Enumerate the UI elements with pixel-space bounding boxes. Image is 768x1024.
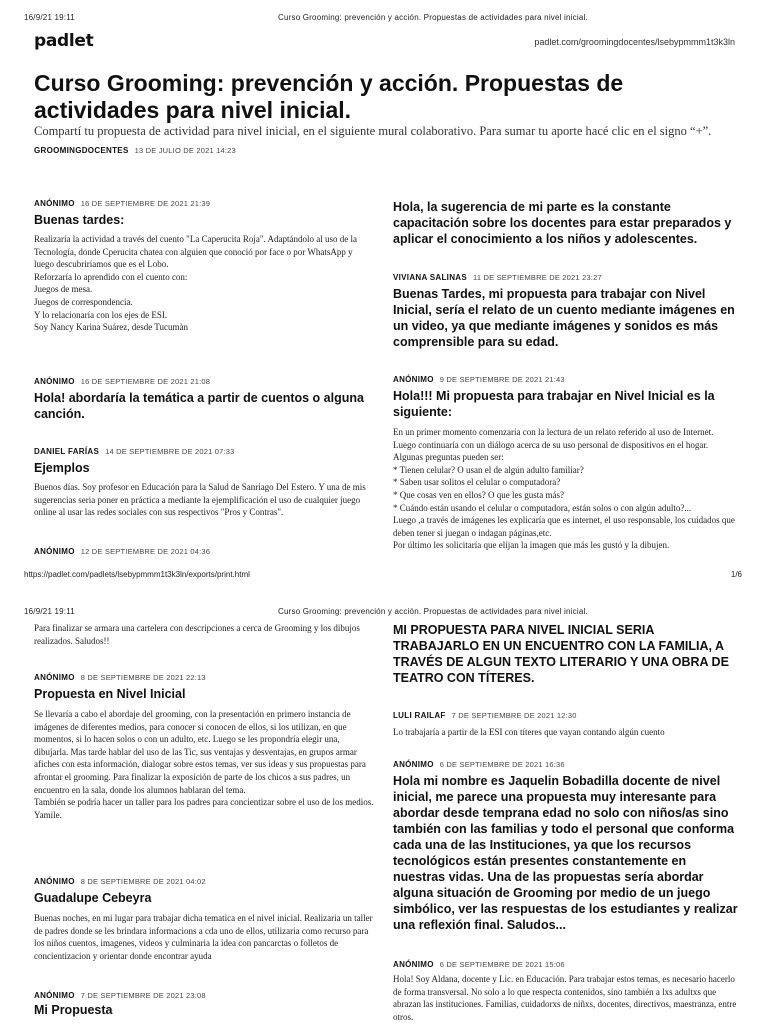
post-title: Hola!!! Mi propuesta para trabajar en Nivel Inicial es la siguiente: [393, 389, 715, 419]
post-card[interactable] [34, 377, 374, 422]
post-author: VIVIANA SALINAS [393, 273, 467, 282]
post-meta [34, 877, 374, 886]
padlet-logo[interactable]: padlet [34, 31, 94, 51]
print-datetime: 16/9/21 19:11 [24, 13, 75, 22]
post-meta [34, 991, 374, 1000]
post-line: Soy Nancy Karina Suárez, desde Tucumàn [34, 322, 188, 333]
post-body [34, 708, 374, 821]
post-author: ANÓNIMO [34, 673, 75, 682]
post-author: ANÓNIMO [393, 375, 434, 384]
post-date: 14 DE SEPTIEMBRE DE 2021 07:33 [105, 447, 235, 456]
post-title: Ejemplos [34, 461, 90, 475]
post-card[interactable] [34, 547, 374, 556]
post-author: ANÓNIMO [393, 760, 434, 769]
post-card[interactable] [393, 199, 738, 247]
post-title: Hola! abordaría la temática a partir de cuentos o alguna canción. [34, 391, 364, 421]
padlet-url[interactable]: padlet.com/groomingdocentes/lsebypmmm1t3k3ln [534, 37, 735, 47]
post-title: Mi Propuesta [34, 1003, 113, 1017]
post-line: Se llevaría a cabo el abordaje del grooming, con la presentación en primero instancia de imágenes de diferentes medios, para conocer si conocen de ellos, si los utilizan, en que momentos, si lo hacen solos o con un adulto, etc. Luego se les propondría elegir una, dibujarla. Mas tarde hablar del uso de las Tic, sus ventajas y desventajas, en grupos armar afiches con esta información, dialogar sobre estos temas, ver sus ideas y sus propuestas para afrontar el grooming. Para finalizar la exposición de parte de los chicos a sus padres, un encuentro en la sala, donde los alumnos hablaran del tema. [34, 709, 366, 795]
post-line: Lo trabajaría a partir de la ESI con títeres que vayan contando algún cuento [393, 727, 665, 737]
post-meta [393, 375, 738, 384]
post-date: 16 DE SEPTIEMBRE DE 2021 21:08 [80, 377, 211, 386]
post-body [34, 481, 374, 519]
post-meta [34, 377, 374, 386]
post-card[interactable] [34, 199, 374, 334]
post-author: ANÓNIMO [34, 877, 75, 886]
post-line: Por último les solicitaría que elijan la imagen que más les gustó y la dibujen. [393, 540, 670, 551]
post-date: 7 DE SEPTIEMBRE DE 2021 12:30 [451, 711, 577, 720]
post-body [393, 426, 738, 552]
post-date: 8 DE SEPTIEMBRE DE 2021 22:13 [80, 673, 206, 682]
post-line: * Cuándo están usando el celular o computadora, están solos o con algún adulto?... [393, 502, 692, 513]
post-card[interactable] [393, 622, 738, 686]
post-meta [393, 273, 738, 282]
post-line: Y lo relacionaría con los ejes de ESI. [34, 309, 168, 320]
post-date: 16 DE SEPTIEMBRE DE 2021 21:39 [80, 199, 211, 208]
post-line: Buenos días. Soy profesor en Educación para la Salud de Sanriago Del Estero. Y una de mis sugerencias seria poner en práctica a mediante la ejemplificación el uso de cualquier juego online al usar las redes sociales con sus respectivos "Pros y Contras". [34, 482, 366, 518]
post-author: ANÓNIMO [34, 991, 75, 1000]
post-author: LULI RAILAF [393, 711, 446, 720]
post-card[interactable] [393, 273, 738, 350]
page-owner[interactable]: GROOMINGDOCENTES [34, 146, 129, 155]
post-line: Yamile. [34, 809, 62, 820]
post-body [34, 233, 374, 334]
post-author: DANIEL FARÍAS [34, 447, 100, 456]
post-line: Luego ,a través de imágenes les explicaría que es internet, el uso responsable, los cuidados que deben tener si juegan o indagan páginas,etc. [393, 515, 735, 538]
post-date: 6 DE SEPTIEMBRE DE 2021 16:36 [439, 760, 565, 769]
post-author: ANÓNIMO [34, 377, 75, 386]
post-card[interactable] [34, 673, 374, 821]
post-line: * Que cosas ven en ellos? O que les gusta más? [393, 489, 564, 500]
post-author: ANÓNIMO [393, 960, 434, 969]
post-card[interactable] [34, 447, 374, 519]
post-card[interactable] [393, 760, 738, 933]
post-body [34, 912, 374, 962]
post-title: Propuesta en Nivel Inicial [34, 687, 186, 701]
post-card-continued[interactable] [34, 622, 374, 647]
print-page-number: 1/6 [730, 570, 742, 579]
post-title: MI PROPUESTA PARA NIVEL INICIAL SERIA TRABAJARLO EN UN ENCUENTRO CON LA FAMILIA, A TRAVÉS DE ALGUN TEXTO LITERARIO Y UNA OBRA DE TEATRO CON TÍTERES. [393, 623, 729, 685]
post-line: En un primer momento comenzaría con la lectura de un relato referido al uso de Internet. Luego continuaría con un diálogo acerca de su uso personal de dispositivos en el hogar. Algunas preguntas pueden ser: [393, 427, 714, 463]
post-meta [34, 199, 374, 208]
post-card[interactable] [393, 711, 738, 739]
post-line: Hola! Soy Aldana, docente y Lic. en Educación. Para trabajar estos temas, es necesario hacerlo de forma transversal. No solo a lo que respecta contenidos, sino también a lxs adultxs que abrazan las instituciones. Familias, cuidadorxs de niñxs, docentes, directivos, maestranza, entre otros. [393, 974, 737, 1022]
post-line: * Tienen celular? O usan el de algún adulto familiar? [393, 464, 584, 475]
post-author: ANÓNIMO [34, 547, 75, 556]
print-doc-title: Curso Grooming: prevención y acción. Propuestas de actividades para nivel inicial. [278, 607, 588, 616]
post-line: Para finalizar se armara una cartelera con descripciones a cerca de Grooming y los dibujos realizados. Saludos!! [34, 623, 360, 646]
post-line: Juegos de correspondencia. [34, 296, 133, 307]
post-meta [393, 960, 738, 969]
post-title: Guadalupe Cebeyra [34, 891, 152, 905]
post-meta [34, 673, 374, 682]
print-datetime: 16/9/21 19:11 [24, 607, 75, 616]
page-created-date: 13 DE JULIO DE 2021 14:23 [134, 146, 236, 155]
post-meta [393, 760, 738, 769]
post-line: * Saben usar solitos el celular o computadora? [393, 477, 561, 488]
post-line: Reforzaría lo aprendido con el cuento con: [34, 271, 188, 282]
post-card[interactable] [34, 991, 374, 1018]
post-title: Hola mi nombre es Jaquelin Bobadilla docente de nivel inicial, me parece una propuesta muy interesante para abordar desde temprana edad no solo con niños/as sino también con las familias y todo el personal que conforma cada una de las Instituciones, ya que los recursos tecnológicos están presentes constantemente en nuestras vidas. Una de las propuestas sería abordar alguna situación de Grooming por medio de un juego simbólico, ver las respuestas de los estudiantes y realizar una reflexión final. Saludos... [393, 774, 738, 932]
post-body [34, 622, 374, 647]
post-author: ANÓNIMO [34, 199, 75, 208]
post-card[interactable] [393, 960, 738, 1023]
post-date: 6 DE SEPTIEMBRE DE 2021 15:06 [439, 960, 565, 969]
post-date: 7 DE SEPTIEMBRE DE 2021 23:08 [80, 991, 206, 1000]
post-card[interactable] [34, 877, 374, 962]
post-line: También se podría hacer un taller para los padres para concientizar sobre el uso de los medios. [34, 797, 374, 808]
post-title: Hola, la sugerencia de mi parte es la constante capacitación sobre los docentes para estar preparados y aplicar el conocimiento a los niños y adolescentes. [393, 200, 732, 246]
post-line: Realizaría la actividad a través del cuento "La Caperucita Roja". Adaptándolo al uso de la Tecnología, donde Cperucita chatea con alguien que conoció por face o por WhatsApp y luego descubriríamos que es el Lobo. [34, 234, 357, 270]
print-footer-url: https://padlet.com/padlets/lsebypmmm1t3k3ln/exports/print.html [24, 570, 250, 579]
page-meta [34, 146, 236, 155]
page-description: Compartí tu propuesta de actividad para nivel inicial, en el siguiente mural colaborativo. Para sumar tu aporte hacé clic en el signo “+”. [34, 124, 712, 138]
post-meta [34, 447, 374, 456]
page-title: Curso Grooming: prevención y acción. Propuestas de actividades para nivel inicial. [34, 70, 624, 123]
post-title: Buenas tardes: [34, 213, 125, 227]
post-body [393, 973, 738, 1023]
print-doc-title: Curso Grooming: prevención y acción. Propuestas de actividades para nivel inicial. [278, 13, 588, 22]
post-line: Juegos de mesa. [34, 284, 93, 295]
post-date: 12 DE SEPTIEMBRE DE 2021 04:36 [80, 547, 211, 556]
post-card[interactable] [393, 375, 738, 552]
post-date: 11 DE SEPTIEMBRE DE 2021 23:27 [473, 273, 602, 282]
post-title: Buenas Tardes, mi propuesta para trabajar con Nivel Inicial, sería el relato de un cuento mediante imágenes en un video, ya que mediante imágenes y sonidos es más comprensible para su edad. [393, 287, 735, 349]
post-meta [34, 547, 374, 556]
post-meta [393, 711, 738, 720]
post-body [393, 726, 738, 739]
post-line: Buenas noches, en mi lugar para trabajar dicha tematica en el nivel inicial. Realizaria un taller de padres donde se les brindara informacions a cda uno de ellos, utilizaria como recurso para los niños cuentos, imagenes, videos y culminaria la idea con pancarctas o folletos de concientizacion y orientar donde encontrar ayuda [34, 913, 373, 961]
post-date: 8 DE SEPTIEMBRE DE 2021 04:02 [80, 877, 206, 886]
post-date: 9 DE SEPTIEMBRE DE 2021 21:43 [439, 375, 565, 384]
